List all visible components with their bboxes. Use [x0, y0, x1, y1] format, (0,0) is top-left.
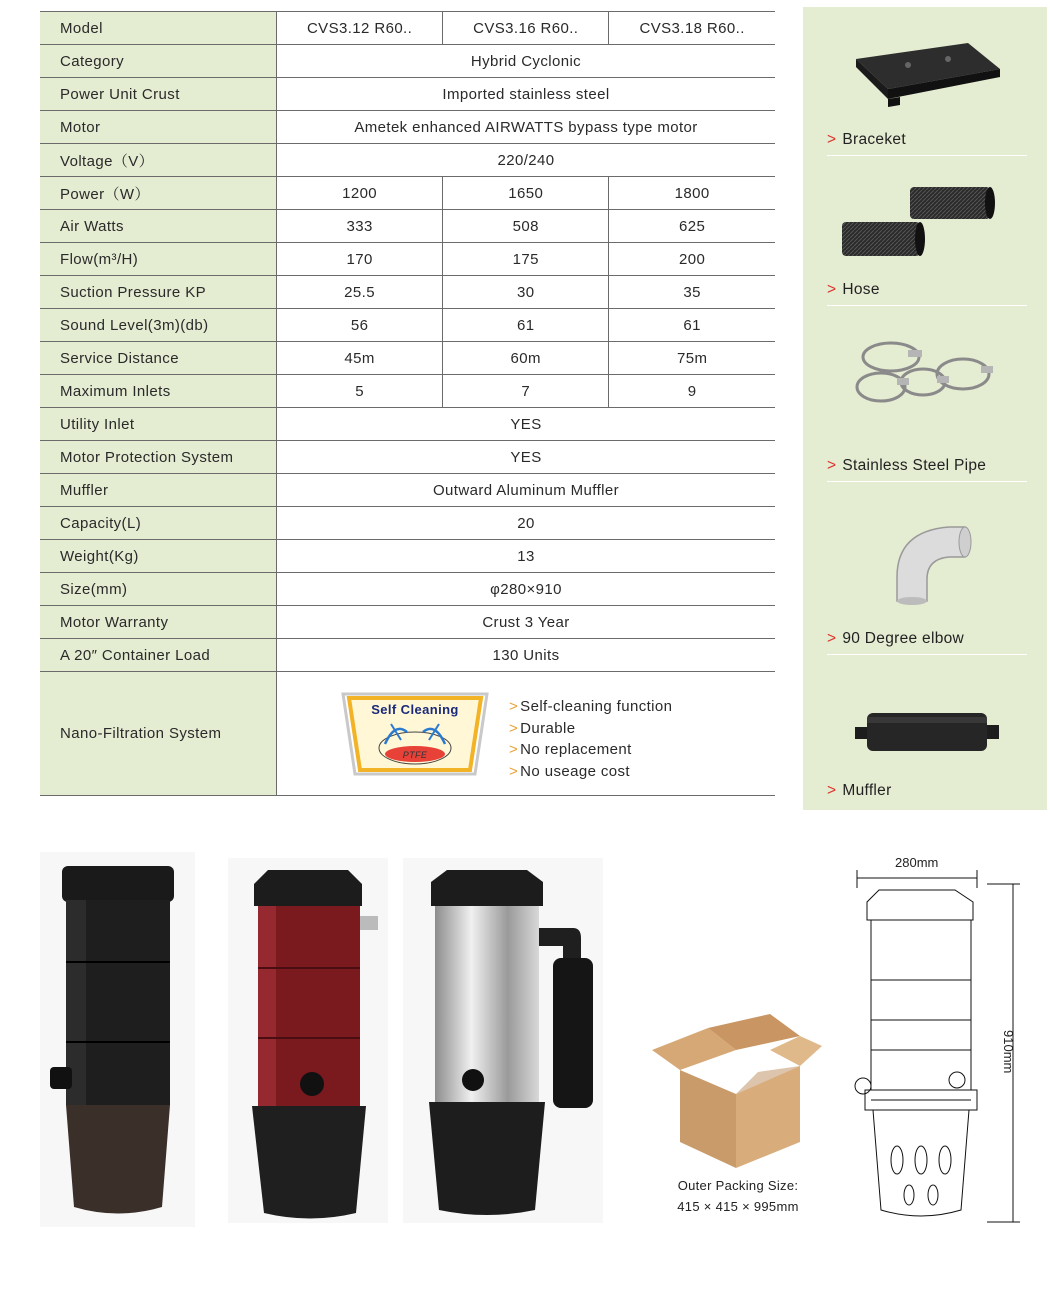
row-value: 333 — [277, 210, 443, 243]
model-1: CVS3.12 R60.. — [277, 12, 443, 45]
table-row-airwatts — [40, 210, 775, 243]
product-photo-black — [40, 852, 195, 1227]
elbow-icon — [893, 517, 983, 607]
list-item: > Self-cleaning function — [509, 698, 673, 715]
row-value: 56 — [277, 309, 443, 342]
list-item: > No replacement — [509, 741, 632, 758]
row-value: 20 — [277, 507, 776, 540]
row-label: Power Unit Crust — [40, 78, 277, 111]
badge-sub: PTFE — [402, 750, 428, 760]
accessory-label: > Hose — [827, 281, 1027, 306]
row-value: 1650 — [443, 177, 609, 210]
model-3: CVS3.18 R60.. — [609, 12, 775, 45]
product-photo-red — [228, 858, 388, 1223]
row-value: 200 — [609, 243, 775, 276]
table-row-weight — [40, 540, 775, 573]
table-row-size — [40, 573, 775, 606]
row-value: Crust 3 Year — [277, 606, 776, 639]
table-row-category — [40, 45, 775, 78]
table-row-sound — [40, 309, 775, 342]
nano-cell — [277, 672, 776, 796]
row-value: YES — [277, 441, 776, 474]
row-value: 1200 — [277, 177, 443, 210]
vacuum-unit-black-icon — [40, 852, 195, 1227]
row-label: Motor Warranty — [40, 606, 277, 639]
row-value: 7 — [443, 375, 609, 408]
row-value: 170 — [277, 243, 443, 276]
row-label: Motor Protection System — [40, 441, 277, 474]
table-row-capacity — [40, 507, 775, 540]
row-value: 35 — [609, 276, 775, 309]
row-value: 625 — [609, 210, 775, 243]
feature-list — [509, 696, 672, 782]
row-value: Outward Aluminum Muffler — [277, 474, 776, 507]
table-row-distance — [40, 342, 775, 375]
row-value: 60m — [443, 342, 609, 375]
row-label: Motor — [40, 111, 277, 144]
row-value: 220/240 — [277, 144, 776, 177]
row-label: A 20″ Container Load — [40, 639, 277, 672]
list-item: > No useage cost — [509, 762, 631, 780]
row-label: Size(mm) — [40, 573, 277, 606]
row-label: Capacity(L) — [40, 507, 277, 540]
accessories-panel — [803, 7, 1047, 810]
row-label: Category — [40, 45, 277, 78]
badge-title: Self Cleaning — [371, 702, 459, 717]
row-value: 61 — [609, 309, 775, 342]
height-dimension: 910mm — [1001, 1030, 1016, 1074]
muffler-icon — [853, 707, 1003, 757]
row-value: 5 — [277, 375, 443, 408]
row-value: φ280×910 — [277, 573, 776, 606]
table-row-power — [40, 177, 775, 210]
accessory-label: > 90 Degree elbow — [827, 630, 1027, 655]
row-label: Muffler — [40, 474, 277, 507]
table-row-suction — [40, 276, 775, 309]
row-label: Maximum Inlets — [40, 375, 277, 408]
table-row-flow — [40, 243, 775, 276]
row-label: Suction Pressure KP — [40, 276, 277, 309]
table-row-crust — [40, 78, 775, 111]
accessory-label: > Stainless Steel Pipe — [827, 457, 1027, 482]
row-label: Sound Level(3m)(db) — [40, 309, 277, 342]
table-row-nano — [40, 672, 775, 796]
hose-icon — [838, 182, 998, 262]
row-value: 45m — [277, 342, 443, 375]
table-row-model — [40, 12, 775, 45]
row-value: 25.5 — [277, 276, 443, 309]
width-dimension: 280mm — [895, 855, 939, 870]
row-value: 30 — [443, 276, 609, 309]
row-value: Ametek enhanced AIRWATTS bypass type motor — [277, 111, 776, 144]
row-value: 9 — [609, 375, 775, 408]
row-label: Utility Inlet — [40, 408, 277, 441]
row-label: Weight(Kg) — [40, 540, 277, 573]
spec-table — [40, 11, 775, 796]
model-2: CVS3.16 R60.. — [443, 12, 609, 45]
packing-label: Outer Packing Size: — [677, 1178, 799, 1193]
packing-box-icon — [650, 1010, 825, 1170]
row-value: 75m — [609, 342, 775, 375]
row-value: YES — [277, 408, 776, 441]
packing-info — [648, 1175, 828, 1217]
row-value: 13 — [277, 540, 776, 573]
row-label: Model — [40, 12, 277, 45]
table-row-motor — [40, 111, 775, 144]
table-row-muffler — [40, 474, 775, 507]
accessory-label: > Muffler — [827, 782, 892, 799]
pipe-clamp-icon — [853, 332, 1003, 422]
vacuum-unit-steel-icon — [403, 858, 603, 1223]
table-row-container — [40, 639, 775, 672]
table-row-utility — [40, 408, 775, 441]
row-value: 61 — [443, 309, 609, 342]
table-row-warranty — [40, 606, 775, 639]
row-value: Imported stainless steel — [277, 78, 776, 111]
row-label: Voltage（V） — [40, 144, 277, 177]
vacuum-unit-red-icon — [228, 858, 388, 1223]
row-label: Power（W） — [40, 177, 277, 210]
row-value: Hybrid Cyclonic — [277, 45, 776, 78]
table-row-voltage — [40, 144, 775, 177]
row-value: 508 — [443, 210, 609, 243]
row-value: 1800 — [609, 177, 775, 210]
row-label: Service Distance — [40, 342, 277, 375]
row-label: Nano-Filtration System — [40, 672, 277, 796]
dimension-drawing — [845, 860, 1025, 1235]
accessory-label: > Braceket — [827, 131, 1027, 156]
table-row-inlets — [40, 375, 775, 408]
row-value: 130 Units — [277, 639, 776, 672]
row-value: 175 — [443, 243, 609, 276]
product-photo-steel — [403, 858, 603, 1223]
list-item: > Durable — [509, 719, 576, 737]
row-label: Flow(m³/H) — [40, 243, 277, 276]
row-label: Air Watts — [40, 210, 277, 243]
self-cleaning-badge-icon — [335, 688, 495, 780]
bracket-icon — [848, 29, 1003, 109]
table-row-protection — [40, 441, 775, 474]
packing-size: 415 × 415 × 995mm — [677, 1199, 799, 1214]
